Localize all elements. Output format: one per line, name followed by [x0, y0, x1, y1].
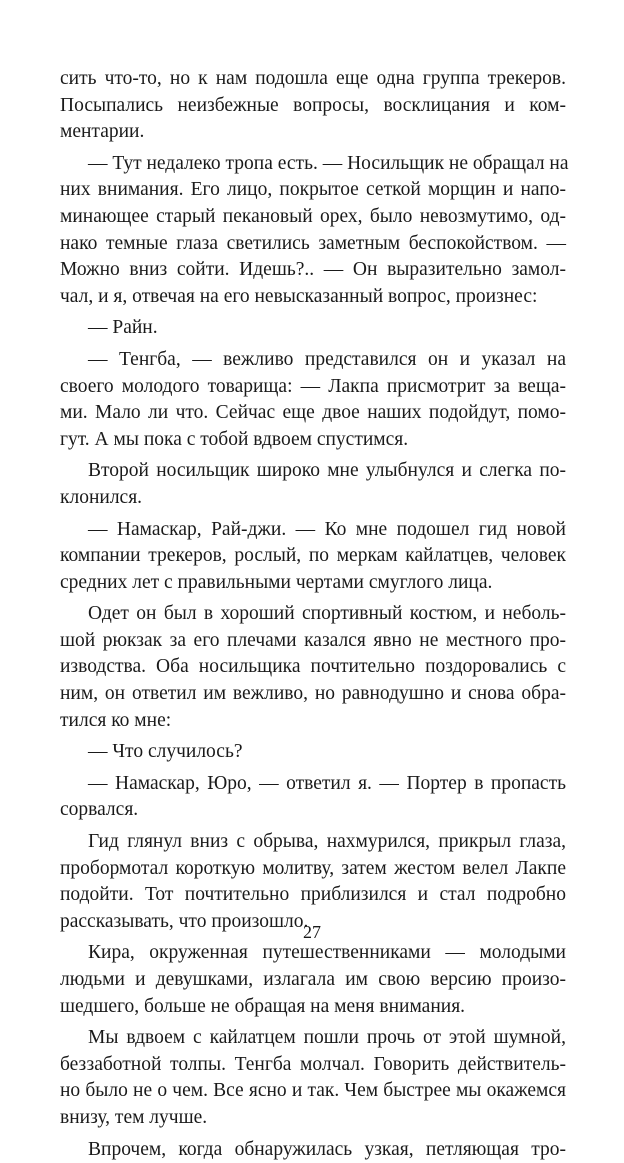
text-line: — Тут недалеко тропа есть. — Носильщик не обращал на [88, 152, 569, 174]
text-line: внизу, тем лучше. [60, 1106, 208, 1128]
text-line: сить что-то, но к нам подошла еще одна группа трекеров. [60, 68, 566, 89]
paragraph [60, 601, 566, 734]
text-line: ним, он ответил им вежливо, но равнодушно и снова обра- [60, 683, 566, 705]
text-line: Кира, окруженная путешественниками — молодыми [88, 942, 566, 964]
page-number: 27 [303, 922, 321, 942]
text-line: людьми и девушками, излагала им свою версию произо- [60, 969, 566, 990]
paragraph [60, 315, 566, 342]
text-line: Впрочем, когда обнаружилась узкая, петляющая тро- [88, 1138, 566, 1160]
text-line: своего молодого товарища: — Лакпа присмотрит за веща- [60, 375, 566, 397]
paragraph [60, 940, 566, 1020]
text-line: изводства. Оба носильщика почтительно поздоровались с [60, 656, 566, 678]
paragraph [60, 771, 566, 824]
paragraph [60, 347, 566, 453]
text-line: шедшего, больше не обращая на меня внимания. [60, 995, 466, 1017]
text-line: сорвался. [60, 799, 139, 821]
text-line: Гид глянул вниз с обрыва, нахмурился, прикрыл глаза, [88, 831, 566, 853]
text-line: нако темные глаза светились заметным беспокойством. — [60, 232, 566, 254]
text-line: средних лет с правильными чертами смуглого лица. [60, 571, 493, 593]
text-line: — Намаскар, Юро, — ответил я. — Портер в пропасть [88, 772, 566, 794]
text-line: но было не о чем. Все ясно и так. Чем быстрее мы окажемся [60, 1080, 566, 1102]
text-line: ми. Мало ли что. Сейчас еще двое наших подойдут, помо- [60, 402, 566, 424]
text-line: — Намаскар, Рай-джи. — Ко мне подошел гид новой [88, 518, 566, 540]
text-line: подойти. Тот почтительно приблизился и стал подробно [60, 884, 566, 906]
text-line: клонился. [60, 486, 143, 508]
paragraph [60, 1025, 566, 1131]
text-line: Можно вниз сойти. Идешь?.. — Он выразительно замол- [60, 259, 566, 281]
text-line: — Что случилось? [88, 741, 243, 763]
text-line: беззаботной толпы. Тенгба молчал. Говорить действитель- [60, 1053, 566, 1075]
paragraph [60, 458, 566, 511]
paragraph [60, 829, 566, 935]
page-body [60, 66, 569, 1163]
text-line: рассказывать, что произошло. [60, 910, 309, 932]
text-line: шой рюкзак за его плечами казался явно не местного про- [60, 629, 566, 651]
text-line: тился ко мне: [60, 709, 172, 731]
text-line: чал, и я, отвечая на его невысказанный вопрос, произнес: [60, 285, 538, 307]
text-line: — Райн. [88, 317, 158, 339]
text-line: них внимания. Его лицо, покрытое сеткой морщин и напо- [60, 179, 566, 201]
text-line: пробормотал короткую молитву, затем жестом велел Лакпе [60, 857, 566, 879]
paragraph [60, 517, 566, 597]
text-line: Одет он был в хороший спортивный костюм, и неболь- [88, 603, 566, 625]
paragraph [60, 739, 566, 766]
paragraph [60, 1137, 566, 1163]
paragraph [60, 66, 566, 146]
text-line: Посыпались неизбежные вопросы, восклицания и ком- [60, 94, 566, 116]
paragraph [60, 151, 569, 311]
text-line: Мы вдвоем с кайлатцем пошли прочь от этой шумной, [88, 1027, 566, 1049]
text-line: гут. А мы пока с тобой вдвоем спустимся. [60, 428, 409, 450]
text-line: Второй носильщик широко мне улыбнулся и слегка по- [88, 460, 566, 482]
text-line: ментарии. [60, 121, 145, 143]
text-line: — Тенгба, — вежливо представился он и указал на [88, 348, 566, 370]
text-line: минающее старый пекановый орех, было невозмутимо, од- [60, 205, 566, 227]
text-line: компании трекеров, рослый, по меркам кайлатцев, человек [60, 545, 566, 567]
